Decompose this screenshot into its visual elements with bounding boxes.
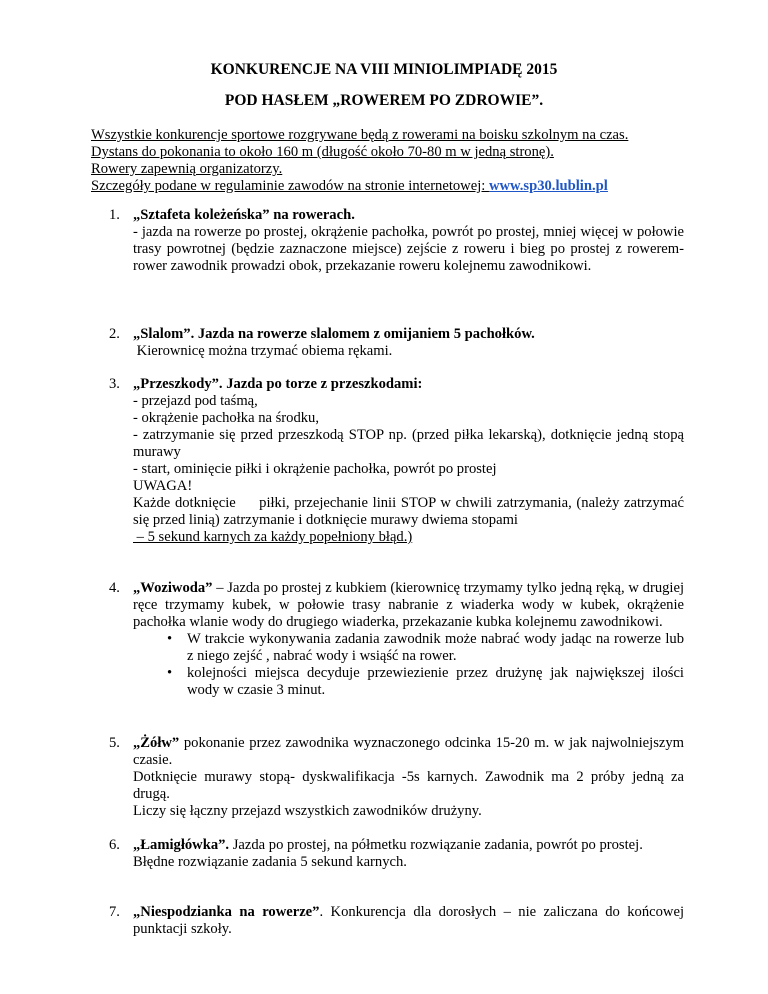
item-body: [133, 837, 684, 871]
item-paragraph: [133, 904, 684, 938]
item-line: - zatrzymanie się przed przeszkodą STOP np. (przed piłka lekarską), dotknięcie jedną stopą murawy: [133, 427, 684, 460]
item-text: Kierownicę można trzymać obiema rękami.: [133, 343, 393, 359]
item-number: 3.: [109, 376, 120, 392]
item-penalty-note: – 5 sekund karnych za każdy popełniony błąd.): [133, 529, 413, 545]
item-number: 1.: [109, 207, 120, 223]
bullet-icon: •: [167, 665, 173, 681]
item-body: [133, 735, 684, 820]
item-line: Błędne rozwiązanie zadania 5 sekund karnych.: [133, 854, 407, 870]
item-number: 7.: [109, 904, 120, 920]
document-title-line2: POD HASŁEM „ROWEREM PO ZDROWIE”.: [224, 92, 544, 109]
item-line: - przejazd pod taśmą,: [133, 393, 258, 409]
intro-line4-text: Szczegóły podane w regulaminie zawodów na stronie internetowej:: [91, 178, 489, 194]
item-text: Jazda po prostej, na półmetku rozwiązanie zadania, powrót po prostej.: [229, 837, 643, 853]
document-title-line1: KONKURENCJE NA VIII MINIOLIMPIADĘ 2015: [210, 61, 558, 78]
bullet-text: W trakcie wykonywania zadania zawodnik może nabrać wody jadąc na rowerze lub z niego zejść , nabrać wody i wsiąść na rower.: [187, 631, 684, 664]
item-line: Dotknięcie murawy stopą- dyskwalifikacja -5s karnych. Zawodnik ma 2 próby jedną za drugą.: [133, 769, 684, 802]
bullet-item: [133, 665, 684, 699]
item-paragraph: [133, 580, 684, 631]
item-number: 6.: [109, 837, 120, 853]
intro-line3: Rowery zapewnią organizatorzy.: [91, 161, 283, 177]
item-heading: „Woziwoda”: [133, 580, 213, 596]
item-text: - jazda na rowerze po prostej, okrążenie pachołka, powrót po prostej, mniej więcej w połowie trasy powrotnej (będzie zaznaczone miejsce) zejście z roweru i bieg po prostej z rowerem- rower zawodnik prowadzi obok, przekazanie roweru kolejnemu zawodnikowi.: [133, 224, 684, 274]
item-heading: „Przeszkody”. Jazda po torze z przeszkodami:: [133, 376, 423, 392]
bullet-list: [133, 631, 684, 699]
item-number: 5.: [109, 735, 120, 751]
item-paragraph: [133, 735, 684, 769]
website-link[interactable]: www.sp30.lublin.pl: [488, 178, 608, 194]
intro-line4: [91, 178, 691, 195]
item-text: – Jazda po prostej z kubkiem (kierownicę trzymamy tylko jedną ręką, w drugiej ręce trzymamy kubek, w połowie trasy nabranie z wiaderka wody w kubek, okrążenie pachołka wlanie wody do drugiego wiaderka, przekazanie kubka kolejnemu zawodnikowi.: [133, 580, 684, 630]
item-text: . Konkurencja dla dorosłych – nie zaliczana do końcowej punktacji szkoły.: [133, 904, 684, 937]
item-number: 2.: [109, 326, 120, 342]
item-line: - start, ominięcie piłki i okrążenie pachołka, powrót po prostej: [133, 461, 497, 477]
item-body: [133, 376, 688, 546]
item-heading: „Łamigłówka”.: [133, 837, 230, 853]
item-body: [133, 207, 684, 275]
item-body: [133, 580, 684, 699]
item-text: pokonanie przez zawodnika wyznaczonego odcinka 15-20 m. w jak najwolniejszym czasie.: [133, 735, 684, 768]
intro-line1: Wszystkie konkurencje sportowe rozgrywane będą z rowerami na boisku szkolnym na czas.: [91, 127, 629, 143]
item-heading: „Niespodzianka na rowerze”: [133, 904, 320, 920]
bullet-item: [133, 631, 684, 665]
item-line: Każde dotknięcie piłki, przejechanie linii STOP w chwili zatrzymania, (należy zatrzymać się przed linią) zatrzymanie i dotknięcie murawy dwiema stopami: [133, 495, 688, 528]
item-paragraph: [133, 837, 684, 854]
intro-paragraph: [91, 127, 691, 195]
bullet-icon: •: [167, 631, 173, 647]
item-body: [133, 904, 684, 938]
item-line: UWAGA!: [133, 478, 193, 494]
intro-line2: Dystans do pokonania to około 160 m (długość około 70-80 m w jedną stronę).: [91, 144, 554, 160]
item-line: - okrążenie pachołka na środku,: [133, 410, 319, 426]
item-heading: „Żółw”: [133, 735, 180, 751]
bullet-text: kolejności miejsca decyduje przewiezienie przez drużynę jak największej ilości wody w czasie 3 minut.: [187, 665, 684, 698]
item-number: 4.: [109, 580, 120, 596]
item-line: Liczy się łączny przejazd wszystkich zawodników drużyny.: [133, 803, 482, 819]
item-heading: „Slalom”. Jazda na rowerze slalomem z omijaniem 5 pachołków.: [133, 326, 535, 342]
item-body: [133, 326, 684, 360]
item-heading: „Sztafeta koleżeńska” na rowerach.: [133, 207, 355, 223]
